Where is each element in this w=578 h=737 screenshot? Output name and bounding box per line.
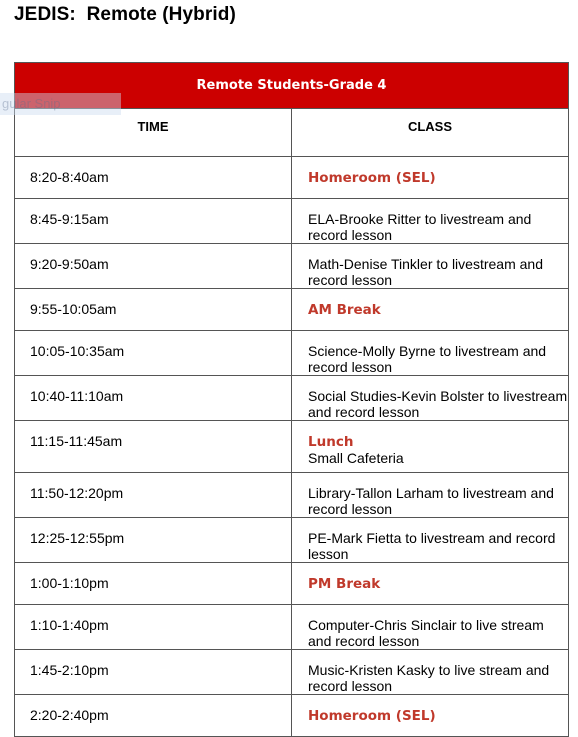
class-label: ELA-Brooke Ritter to livestream and record lesson [308, 211, 532, 243]
class-label: Science-Molly Byrne to livestream and record lesson [308, 343, 547, 375]
class-column-header: CLASS [292, 109, 569, 157]
class-label: Computer-Chris Sinclair to live stream and record lesson [308, 617, 544, 649]
table-row [15, 331, 569, 376]
table-row [15, 473, 569, 518]
class-label: Social Studies-Kevin Bolster to livestream and record lesson [308, 388, 568, 420]
time-cell: 8:20-8:40am [15, 157, 292, 199]
class-cell [292, 473, 569, 518]
class-cell [292, 695, 569, 737]
class-cell [292, 518, 569, 563]
time-column-header: TIME [15, 109, 292, 157]
class-label: Math-Denise Tinkler to livestream and record lesson [308, 256, 543, 288]
time-cell: 8:45-9:15am [15, 199, 292, 244]
time-cell: 1:45-2:10pm [15, 650, 292, 695]
banner-row [15, 63, 569, 109]
class-cell [292, 421, 569, 473]
class-highlight-label: AM Break [308, 302, 381, 318]
time-cell: 11:15-11:45am [15, 421, 292, 473]
time-cell: 2:20-2:40pm [15, 695, 292, 737]
document-title: JEDIS: Remote (Hybrid) [14, 4, 236, 25]
class-cell [292, 650, 569, 695]
table-row [15, 376, 569, 421]
class-cell [292, 563, 569, 605]
time-cell: 1:00-1:10pm [15, 563, 292, 605]
table-row [15, 421, 569, 473]
table-row [15, 695, 569, 737]
time-cell: 9:20-9:50am [15, 244, 292, 289]
header-row [15, 109, 569, 157]
time-cell: 9:55-10:05am [15, 289, 292, 331]
class-highlight-label: PM Break [308, 576, 381, 592]
class-label: Library-Tallon Larham to livestream and record lesson [308, 485, 554, 517]
time-cell: 12:25-12:55pm [15, 518, 292, 563]
table-row [15, 563, 569, 605]
class-label: Music-Kristen Kasky to live stream and record lesson [308, 662, 550, 694]
class-cell [292, 199, 569, 244]
class-cell [292, 244, 569, 289]
table-row [15, 518, 569, 563]
class-cell [292, 376, 569, 421]
class-cell [292, 157, 569, 199]
table-row [15, 157, 569, 199]
table-row [15, 650, 569, 695]
class-cell [292, 331, 569, 376]
time-cell: 11:50-12:20pm [15, 473, 292, 518]
class-cell [292, 605, 569, 650]
schedule-table [14, 62, 569, 737]
time-cell: 10:40-11:10am [15, 376, 292, 421]
class-cell [292, 289, 569, 331]
class-label: PE-Mark Fietta to livestream and record lesson [308, 530, 556, 562]
time-cell: 10:05-10:35am [15, 331, 292, 376]
table-row [15, 244, 569, 289]
class-highlight-label: Homeroom (SEL) [308, 708, 436, 724]
class-highlight-label: Homeroom (SEL) [308, 170, 436, 186]
table-banner: Remote Students-Grade 4 [15, 63, 569, 109]
snip-tool-overlay: gular Snip [0, 93, 121, 115]
table-row [15, 605, 569, 650]
table-row [15, 199, 569, 244]
class-highlight-label: Lunch [308, 434, 354, 450]
time-cell: 1:10-1:40pm [15, 605, 292, 650]
table-row [15, 289, 569, 331]
class-sublabel: Small Cafeteria [308, 450, 404, 466]
